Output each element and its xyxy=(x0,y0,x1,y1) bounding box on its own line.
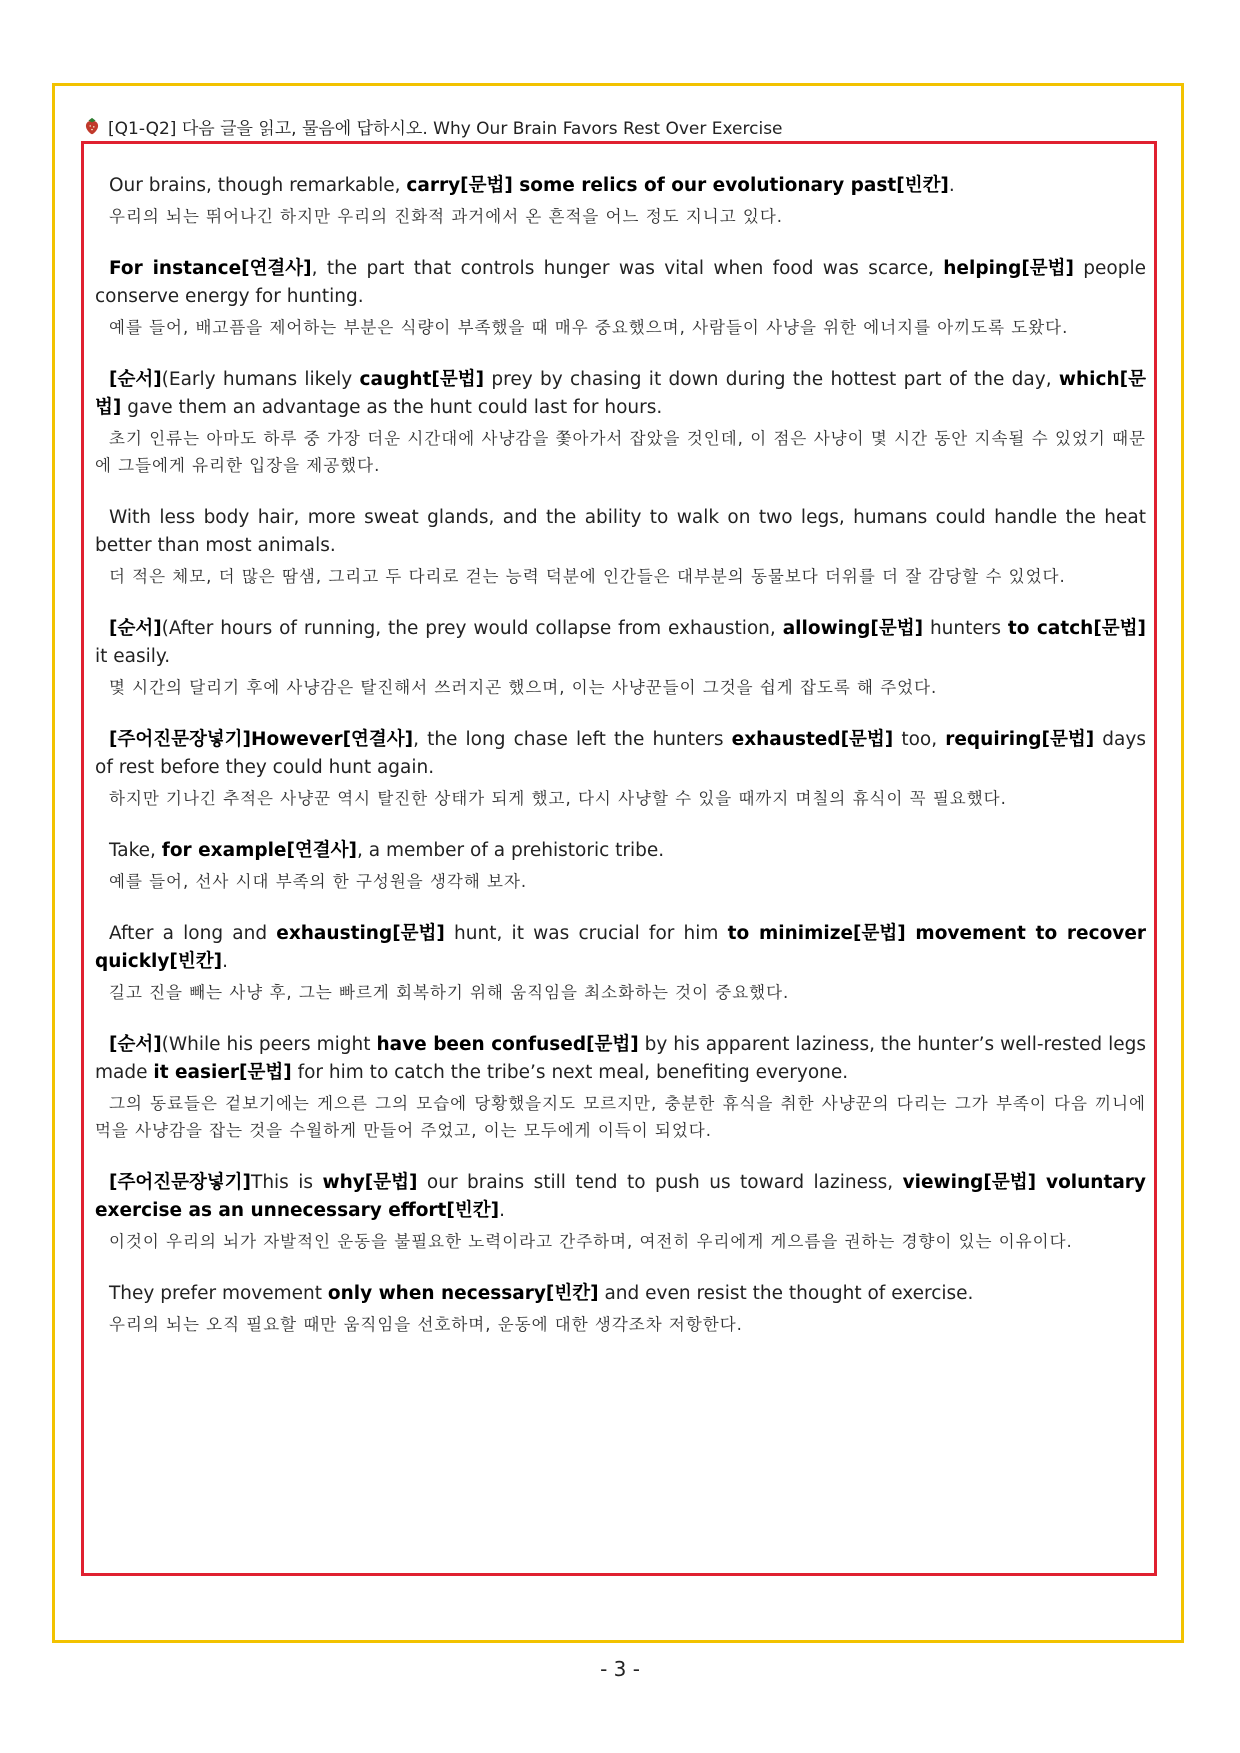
keyword: have been confused[문법] xyxy=(376,1034,639,1055)
sentence-text: people conserve energy for hunting. xyxy=(95,258,1146,307)
paragraph xyxy=(95,504,1146,590)
sentence-text: (While his peers might xyxy=(161,1034,377,1055)
english-sentence xyxy=(95,837,1146,865)
sentence-text: After a long and xyxy=(109,923,277,944)
sentence-text: Our brains, though remarkable, xyxy=(109,175,407,196)
sentence-text: by his apparent laziness, the hunter’s well-rested legs made xyxy=(95,1034,1146,1083)
sentence-text: Take, xyxy=(109,840,162,861)
korean-translation: 길고 진을 빼는 사냥 후, 그는 빠르게 회복하기 위해 움직임을 최소화하는 것이 중요했다. xyxy=(109,983,790,1002)
sentence-text: it easily. xyxy=(95,646,171,667)
keyword: exhausting[문법] xyxy=(276,923,445,944)
sentence-text: for him to catch the tribe’s next meal, benefiting everyone. xyxy=(291,1062,849,1083)
english-sentence xyxy=(95,255,1146,311)
paragraph xyxy=(95,615,1146,701)
sentence-text: (After hours of running, the prey would collapse from exhaustion, xyxy=(161,618,783,639)
keyword: requiring[문법] xyxy=(945,729,1095,750)
sentence-text: hunt, it was crucial for him xyxy=(444,923,728,944)
keyword: to minimize[문법] movement to recover quickly[빈칸] xyxy=(95,923,1147,972)
english-sentence xyxy=(95,615,1146,671)
paragraph xyxy=(95,172,1146,230)
sentence-text: prey by chasing it down during the hottest part of the day, xyxy=(484,369,1059,390)
keyword: which[문법] xyxy=(95,369,1146,418)
keyword: only when necessary[빈칸] xyxy=(327,1283,599,1304)
sentence-text: and even resist the thought of exercise. xyxy=(598,1283,974,1304)
english-sentence xyxy=(95,1169,1146,1225)
keyword: For instance[연결사] xyxy=(109,258,312,279)
keyword: [순서] xyxy=(109,1034,162,1055)
korean-translation: 초기 인류는 아마도 하루 중 가장 더운 시간대에 사냥감을 쫓아가서 잡았을 것인데, 이 점은 사냥이 몇 시간 동안 지속될 수 있었기 때문에 그들에게 유리한 입장을 제공했다. xyxy=(95,429,1146,475)
keyword: caught[문법] xyxy=(359,369,485,390)
paragraph xyxy=(95,366,1146,479)
sentence-text: With less body hair, more sweat glands, and the ability to walk on two legs, humans could handle the heat better than most animals. xyxy=(95,507,1146,556)
paragraph xyxy=(95,920,1146,1006)
keyword: [주어진문장넣기] xyxy=(109,1172,252,1193)
keyword: viewing[문법] voluntary exercise as an unnecessary effort[빈칸] xyxy=(95,1172,1146,1221)
english-sentence xyxy=(95,726,1146,782)
keyword: for example[연결사] xyxy=(161,840,357,861)
paragraph xyxy=(95,1280,1146,1338)
keyword: [주어진문장넣기]However[연결사] xyxy=(109,729,414,750)
korean-translation: 우리의 뇌는 뛰어나긴 하지만 우리의 진화적 과거에서 온 흔적을 어느 정도 지니고 있다. xyxy=(109,207,784,226)
sentence-text: too, xyxy=(893,729,946,750)
keyword: [순서] xyxy=(109,618,162,639)
passage-box xyxy=(81,141,1157,1576)
korean-translation: 그의 동료들은 겉보기에는 게으른 그의 모습에 당황했을지도 모르지만, 충분한 휴식을 취한 사냥꾼의 다리는 그가 부족이 다음 끼니에 먹을 사냥감을 잡는 것을 수월하게 만들어 주었고, 이는 모두에게 이득이 되었다. xyxy=(95,1094,1146,1140)
sentence-text: days of rest before they could hunt again. xyxy=(95,729,1146,778)
korean-translation: 예를 들어, 선사 시대 부족의 한 구성원을 생각해 보자. xyxy=(109,872,528,891)
korean-translation: 하지만 기나긴 추적은 사냥꾼 역시 탈진한 상태가 되게 했고, 다시 사냥할 수 있을 때까지 며칠의 휴식이 꼭 필요했다. xyxy=(109,789,1007,808)
english-sentence xyxy=(95,172,1146,200)
korean-translation: 이것이 우리의 뇌가 자발적인 운동을 불필요한 노력이라고 간주하며, 여전히 우리에게 게으름을 권하는 경향이 있는 이유이다. xyxy=(109,1232,1073,1251)
korean-translation: 몇 시간의 달리기 후에 사냥감은 탈진해서 쓰러지곤 했으며, 이는 사냥꾼들이 그것을 쉽게 잡도록 해 주었다. xyxy=(109,678,938,697)
sentence-text: . xyxy=(222,951,228,972)
keyword: allowing[문법] xyxy=(782,618,924,639)
sentence-text: , the long chase left the hunters xyxy=(413,729,732,750)
paragraph xyxy=(95,255,1146,341)
question-header xyxy=(83,112,783,140)
sentence-text: gave them an advantage as the hunt could last for hours. xyxy=(121,397,663,418)
paragraph xyxy=(95,837,1146,895)
sentence-text: They prefer movement xyxy=(109,1283,328,1304)
sentence-text: our brains still tend to push us toward laziness, xyxy=(417,1172,903,1193)
english-sentence xyxy=(95,366,1146,422)
keyword: helping[문법] xyxy=(943,258,1074,279)
keyword: [순서] xyxy=(109,369,162,390)
keyword: it easier[문법] xyxy=(153,1062,292,1083)
sentence-text: This is xyxy=(251,1172,323,1193)
header-text: [Q1-Q2] 다음 글을 읽고, 물음에 답하시오. Why Our Brain Favors Rest Over Exercise xyxy=(108,118,783,139)
english-sentence xyxy=(95,1031,1146,1087)
sentence-text: . xyxy=(499,1200,505,1221)
sentence-text: , the part that controls hunger was vital when food was scarce, xyxy=(311,258,944,279)
sentence-text: , a member of a prehistoric tribe. xyxy=(357,840,665,861)
page-number: - 3 - xyxy=(600,1657,640,1681)
strawberry-icon xyxy=(83,117,101,135)
keyword: carry[문법] some relics of our evolutionary past[빈칸] xyxy=(406,175,949,196)
sentence-text: hunters xyxy=(923,618,1008,639)
korean-translation: 예를 들어, 배고픔을 제어하는 부분은 식량이 부족했을 때 매우 중요했으며, 사람들이 사냥을 위한 에너지를 아끼도록 도왔다. xyxy=(109,318,1069,337)
paragraph xyxy=(95,1031,1146,1144)
keyword: exhausted[문법] xyxy=(731,729,894,750)
english-sentence xyxy=(95,504,1146,560)
english-sentence xyxy=(95,920,1146,976)
korean-translation: 더 적은 체모, 더 많은 땀샘, 그리고 두 다리로 걷는 능력 덕분에 인간들은 대부분의 동물보다 더위를 더 잘 감당할 수 있었다. xyxy=(109,567,1066,586)
keyword: why[문법] xyxy=(322,1172,418,1193)
english-sentence xyxy=(95,1280,1146,1308)
korean-translation: 우리의 뇌는 오직 필요할 때만 움직임을 선호하며, 운동에 대한 생각조차 저항한다. xyxy=(109,1315,743,1334)
paragraph xyxy=(95,1169,1146,1255)
paragraph xyxy=(95,726,1146,812)
keyword: to catch[문법] xyxy=(1007,618,1146,639)
sentence-text: (Early humans likely xyxy=(161,369,360,390)
sentence-text: . xyxy=(948,175,955,196)
